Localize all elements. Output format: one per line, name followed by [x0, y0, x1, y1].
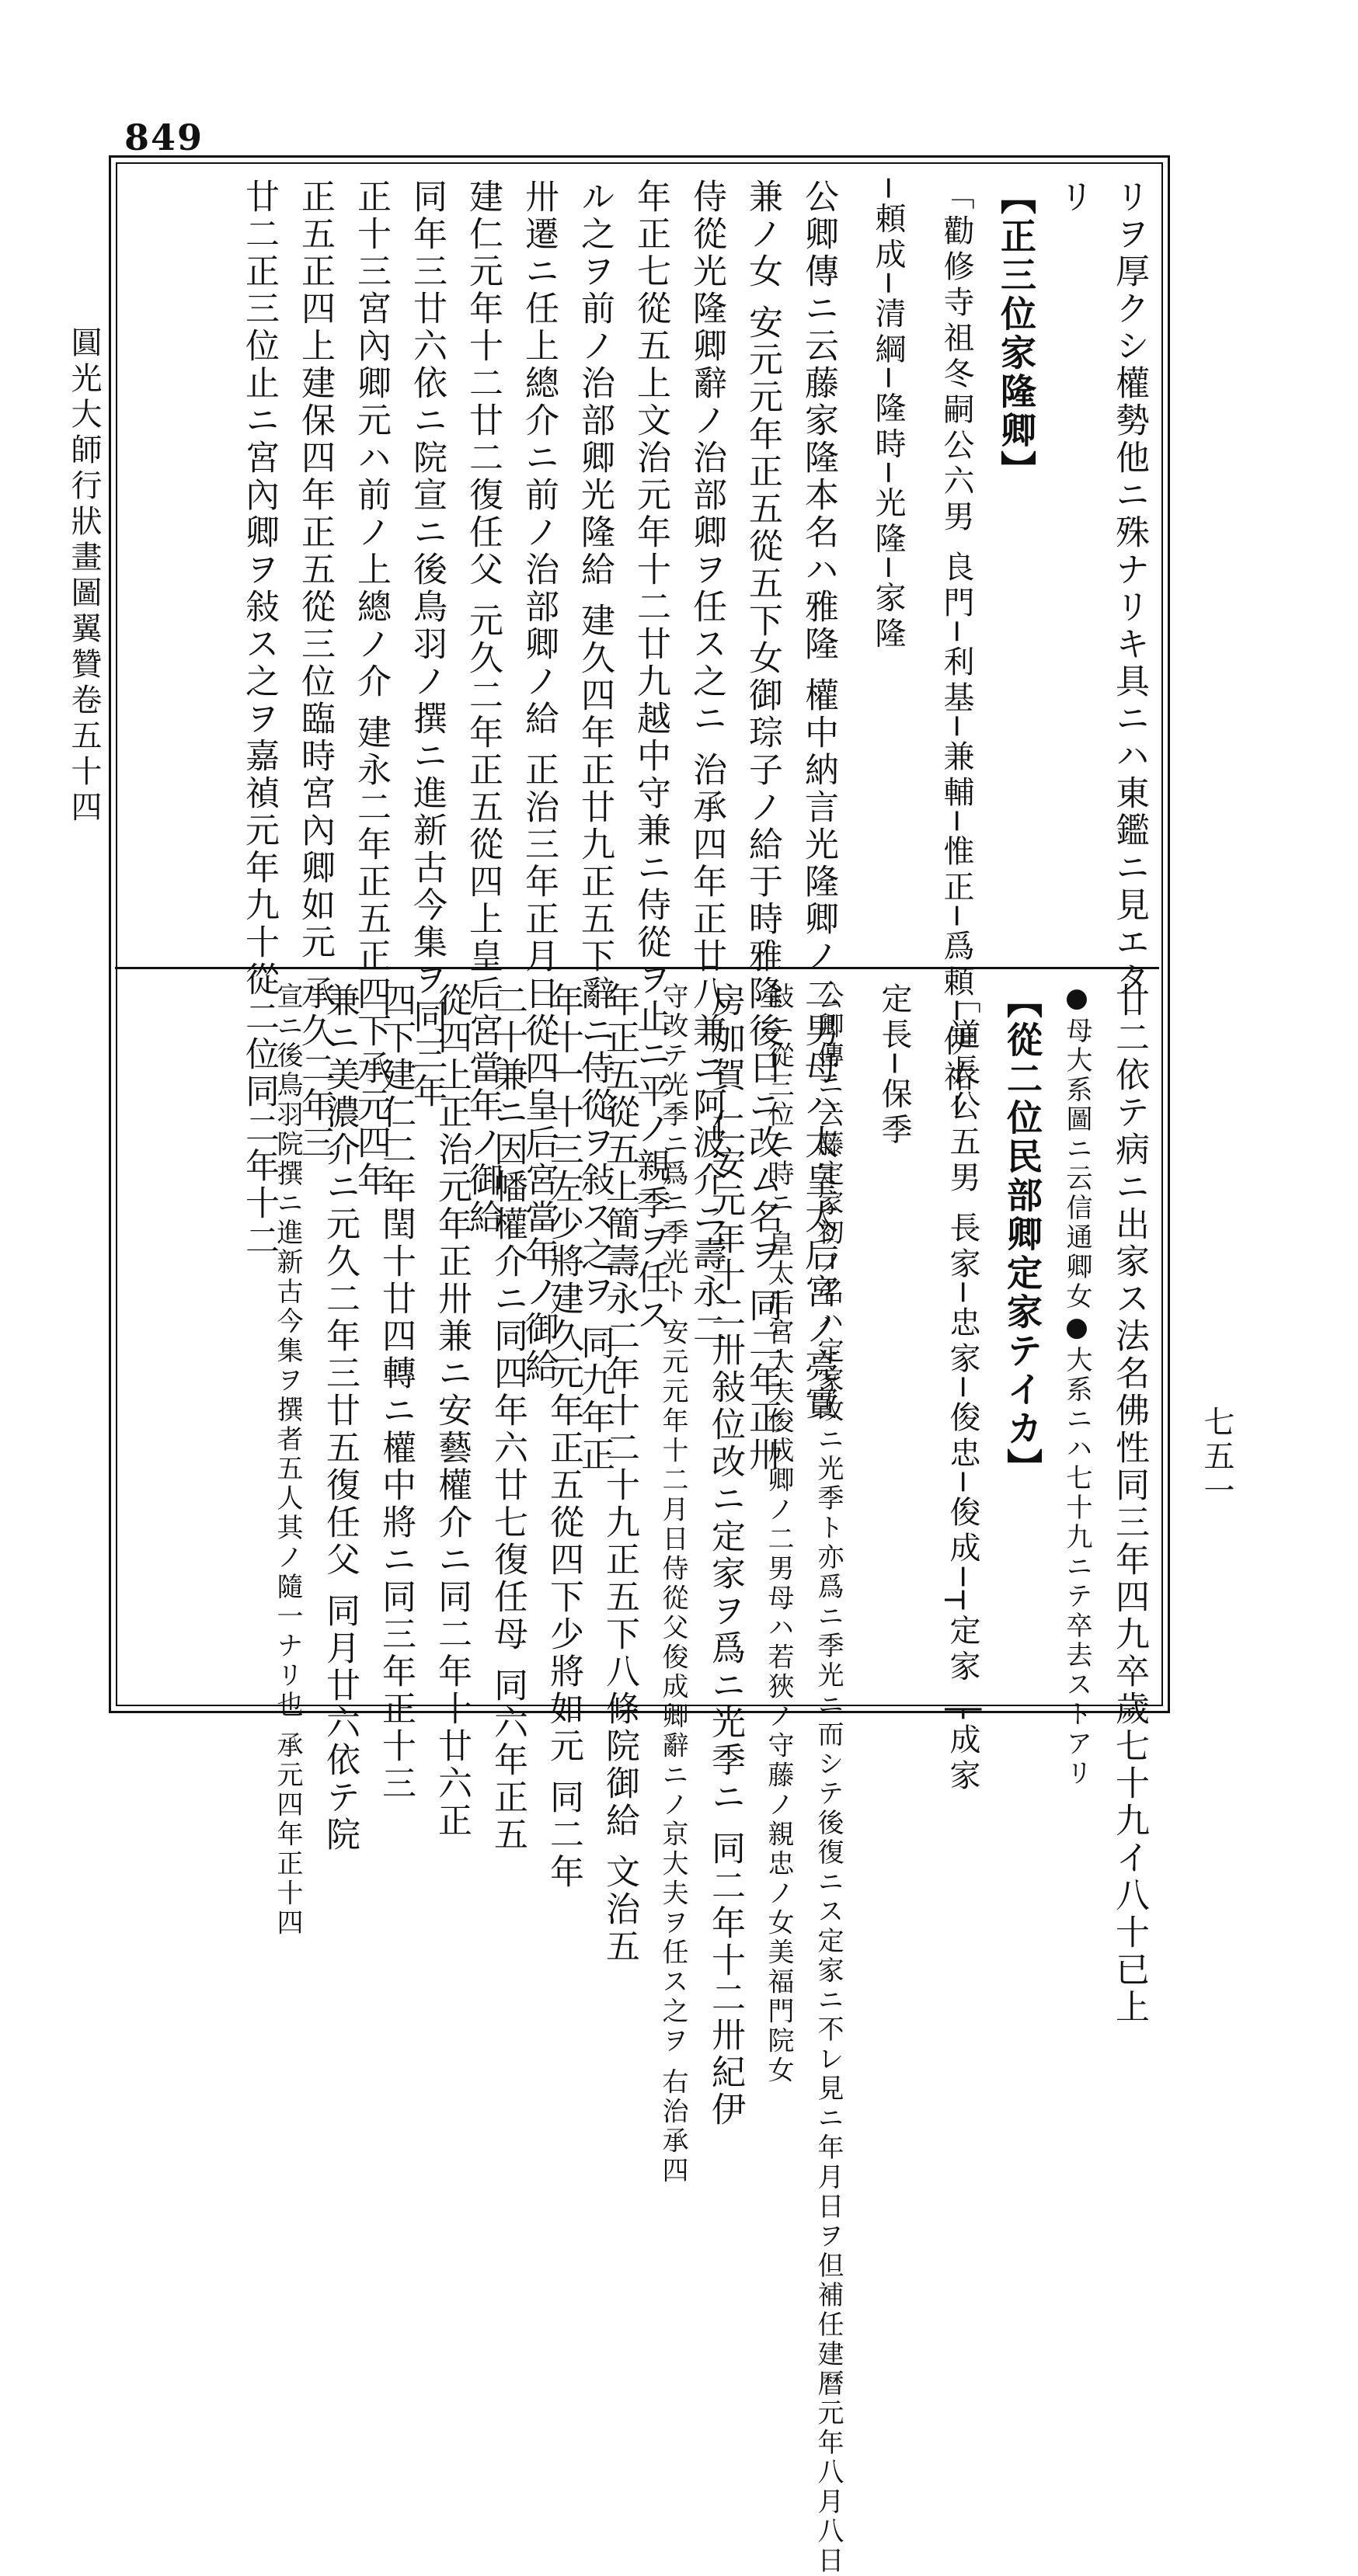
text-column: 守改テ光季ニ爲ニ季光ト 安元元年十二月日侍從父俊成卿辭ニノ京大夫ヲ任ス之ヲ 右治承四: [657, 982, 688, 2186]
text-column: 房加賀 仁安元年十二卅敍位改ニ定家ヲ爲ニ光季ニ 同二年十二卅紀伊: [705, 982, 745, 2129]
text-column: 卅遷ニ任上總介ニ前ノ治部卿ノ給 正治三年正月日從四皇后宮當年ノ御給: [519, 179, 559, 1385]
text-column: 兼ニ美濃介ニ元久二年三廿五復任父 同月廿六依テ院: [320, 982, 360, 1854]
text-column: 正五正四上建保四年正五從三位臨時宮內卿如元 承久二年三: [295, 179, 335, 1162]
text-column: 年正五從五上簡壽永二年十二十九正五下八條院御給 文治五: [600, 982, 639, 1966]
text-column: 公卿傳ニ云藤家隆本名ハ雅隆 權中納言光隆卿ノ二男母ハ太皇太后宮ノ亮實: [799, 179, 838, 1423]
text-column: 公卿傳ニ云藤定家初ノ名ハ定家改ニ光季ト亦爲ニ季光ニ而シテ後復ニス定家ニ不レ見ニ年月日ヲ但補任建曆元年八月八日: [813, 982, 844, 2576]
genealogy-line: 「道長公五男 長家─忠家─俊忠─俊成─┬定家 ├成家: [945, 982, 980, 1795]
genealogy-line: 「勸修寺祖冬嗣公六男 良門─利基─兼輔─惟正─爲頼─伊祐─: [938, 179, 974, 1120]
text-column: 正十三宮內卿元ハ前ノ上總ノ介 建永二年正五正四下承元四年: [351, 179, 391, 1199]
running-title: 圓光大師行狀畫圖翼贊卷五十四: [66, 326, 102, 826]
kanji-page-number: 七五一: [1199, 1406, 1234, 1508]
text-column: 年十一十三左少將建久元年正五從四下少將如元 同二年: [544, 982, 583, 1891]
text-column: ●母大系圖ニ云信通卿女●大系ニハ七十九ニテ卒去ストアリ: [1061, 982, 1092, 1789]
text-column: リヲ厚クシ權勢他ニ殊ナリキ具ニハ東鑑ニ見エタ: [1109, 179, 1149, 999]
text-column: 廿二正三位止ニ宮內卿ヲ敍ス之ヲ嘉禎元年九十從二位同二年十二: [239, 179, 279, 1260]
text-column: 從四上正治元年正卅兼ニ安藝權介ニ同二年十廿六正: [432, 982, 472, 1840]
text-column: 年正七從五上文治元年十二廿九越中守兼ニ侍從ヲ止ニ平ノ親季ヲ任ス: [631, 179, 670, 1334]
text-column: 侍從光隆卿辭ノ治部卿ヲ任ス之ニ 治承四年正廿八兼ニ阿波介ニ壽永二: [687, 179, 726, 1348]
genealogy-line: 定長─保季: [876, 982, 912, 1149]
section-heading: 【正三位家隆卿】: [995, 179, 1037, 489]
text-column: 四下建仁二年閏十廿四轉ニ權中將ニ同三年正十三: [376, 982, 416, 1803]
text-column: 廿二依テ病ニ出家ス法名佛性同三年四九卒歲七十九イ八十已上: [1109, 982, 1149, 2026]
bottom-text-block: [151, 982, 1149, 2576]
genealogy-line: ─頼成─清綱─隆時─光隆─家隆: [870, 179, 906, 653]
text-column: 兼ノ女 安元元年正五從五下女御琮子ノ給于時雅隆後日ニ改ム名ヲ 同二年正卅: [743, 179, 782, 1474]
text-column: ル之ヲ前ノ治部卿光隆給 建久四年正廿九正五下辭ニ侍從ヲ敍ス之ヲ 同九年正: [575, 179, 615, 1474]
section-heading: 【從二位民部卿定家テイカ】: [1001, 982, 1043, 1487]
text-column: 宣ニ後鳥羽院撰ニ進新古今集ヲ撰者五人其ノ隨一ナリ也 承元四年正十四: [272, 982, 303, 1938]
text-column: 同年三廿六依ニ院宣ニ後鳥羽ノ撰ニ進新古今集ヲ同三年: [407, 179, 447, 1111]
text-column: 敍ニ從三位ニ時ニ 皇太后宮大夫俊成卿ノ二男母ハ若狹ノ守藤ノ親忠ノ女美福門院女: [763, 982, 794, 2086]
text-column: 二十兼ニ因幡權介ニ同四年六廿七復任母 同六年正五: [488, 982, 528, 1854]
text-column: 建仁元年十二廿二復任父 元久二年正五從四上皇后宮當年ノ御給: [463, 179, 503, 1236]
page-number: 849: [124, 116, 204, 158]
text-column: リ: [1053, 179, 1093, 216]
